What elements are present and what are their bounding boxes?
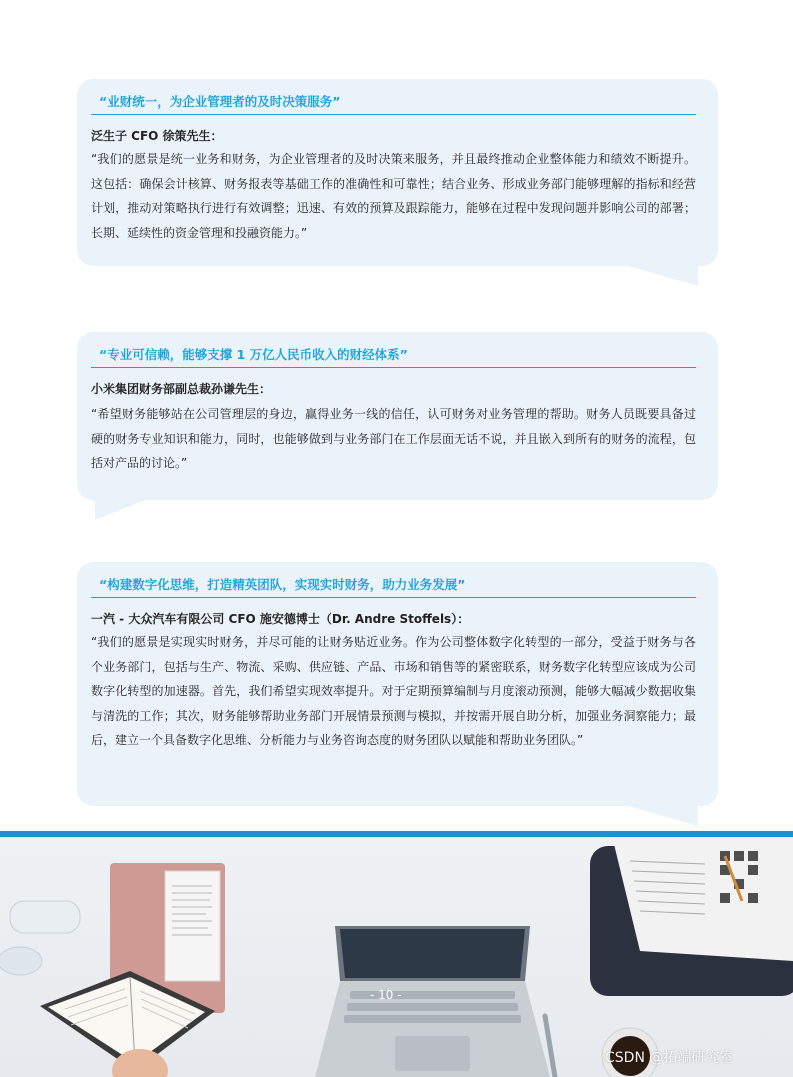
quote-card-2 — [77, 332, 718, 500]
quote-card-heading: “专业可信赖，能够支撑 1 万亿人民币收入的财经体系” — [91, 346, 696, 368]
speech-bubble-tail — [95, 500, 145, 520]
quote-card-1 — [77, 79, 718, 266]
watermark-text: CSDN @拓端研究室 — [605, 1050, 734, 1066]
quote-card-text: “希望财务能够站在公司管理层的身边，赢得业务一线的信任，认可财务对业务管理的帮助。财务人员既要具备过硬的财务专业知识和能力，同时，也能够做到与业务部门在工作层面无话不说，并且嵌入到所有的财务的流程，包括对产品的讨论。” — [91, 407, 696, 470]
quote-card-speaker: 一汽 - 大众汽车有限公司 CFO 施安德博士（Dr. Andre Stoffels）： — [91, 612, 470, 626]
speech-bubble-tail — [628, 806, 698, 826]
quote-card-heading: “构建数字化思维，打造精英团队，实现实时财务，助力业务发展” — [91, 576, 696, 598]
quote-card-speaker: 小米集团财务部副总裁孙谦先生： — [91, 382, 272, 396]
desk-photo — [0, 831, 793, 1077]
laptop-icon — [315, 926, 550, 1077]
suitcase-icon — [590, 836, 793, 996]
speech-bubble-tail — [628, 266, 698, 286]
desk-illustration — [0, 831, 793, 1077]
photo-top-bar — [0, 831, 793, 837]
page-number: - 10 - — [370, 988, 402, 1002]
quote-card-speaker: 泛生子 CFO 徐策先生： — [91, 129, 223, 143]
water-bottle-icon — [0, 901, 80, 975]
quote-card-3 — [77, 562, 718, 806]
quote-card-heading: “业财统一，为企业管理者的及时决策服务” — [91, 93, 696, 115]
quote-card-text: “我们的愿景是实现实时财务，并尽可能的让财务贴近业务。作为公司整体数字化转型的一部分，受益于财务与各个业务部门，包括与生产、物流、采购、供应链、产品、市场和销售等的紧密联系，财务数字化转型应该成为公司数字化转型的加速器。首先，我们希望实现效率提升。对于定期预算编制与月度滚动预测，能够大幅减少数据收集与清洗的工作；其次，财务能够帮助业务部门开展情景预测与模拟，并按需开展自助分析，加强业务洞察能力；最后，建立一个具备数字化思维、分析能力与业务咨询态度的财务团队以赋能和帮助业务团队。” — [91, 635, 696, 747]
quote-card-text: “我们的愿景是统一业务和财务，为企业管理者的及时决策来服务，并且最终推动企业整体能力和绩效不断提升。这包括：确保会计核算、财务报表等基础工作的准确性和可靠性；结合业务、形成业务部门能够理解的指标和经营计划，推动对策略执行进行有效调整；迅速、有效的预算及跟踪能力，能够在过程中发现问题并影响公司的部署；长期、延续性的资金管理和投融资能力。” — [91, 152, 696, 240]
